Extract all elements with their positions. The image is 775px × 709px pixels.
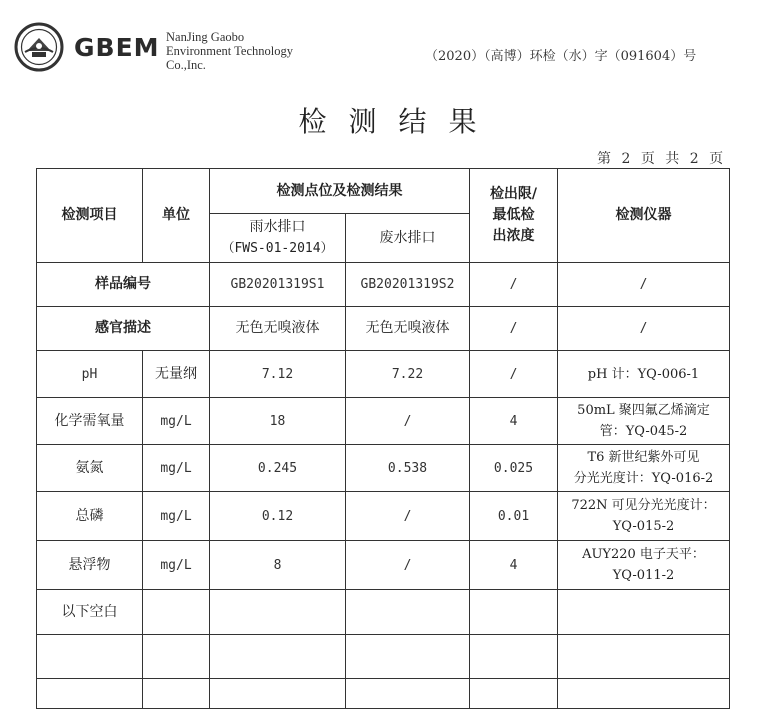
value-limit: 0.025 xyxy=(470,445,558,492)
item-name: 悬浮物 xyxy=(37,541,143,590)
empty-cell xyxy=(143,590,210,635)
empty-cell xyxy=(346,590,470,635)
empty-cell xyxy=(558,679,730,709)
header-instrument: 检测仪器 xyxy=(558,169,730,263)
value-point-1: 0.12 xyxy=(210,492,346,541)
empty-cell xyxy=(210,679,346,709)
sample-id-label: 样品编号 xyxy=(37,263,210,307)
page-info xyxy=(597,148,726,168)
empty-cell xyxy=(346,635,470,679)
header-limit xyxy=(470,169,558,263)
page-title: 检测结果 xyxy=(298,105,499,138)
instrument-line: T6 新世纪紫外可见 xyxy=(587,450,700,465)
empty-cell xyxy=(470,590,558,635)
instrument-line: 50mL 聚四氟乙烯滴定 xyxy=(577,403,710,418)
value-point-1: 18 xyxy=(210,398,346,445)
header-limit-line: 最低检 xyxy=(492,207,535,223)
company-name xyxy=(166,30,293,72)
logo-emblem-icon xyxy=(14,22,64,72)
item-unit: mg/L xyxy=(143,445,210,492)
item-name: 化学需氧量 xyxy=(37,398,143,445)
sample-instrument: / xyxy=(558,263,730,307)
item-name: 氨氮 xyxy=(37,445,143,492)
table-row xyxy=(37,263,730,307)
value-point-2: / xyxy=(346,398,470,445)
page-info-prefix: 第 xyxy=(597,151,614,167)
header-points-group: 检测点位及检测结果 xyxy=(210,169,470,214)
header-item: 检测项目 xyxy=(37,169,143,263)
instrument-cell xyxy=(558,492,730,541)
value-point-1: 8 xyxy=(210,541,346,590)
page-info-mid: 页 共 xyxy=(640,151,683,167)
value-point-2: / xyxy=(346,541,470,590)
empty-cell xyxy=(558,635,730,679)
page-total: 2 xyxy=(689,151,702,167)
header-point-1 xyxy=(210,214,346,263)
description-2: 无色无嗅液体 xyxy=(346,307,470,351)
instrument-cell xyxy=(558,445,730,492)
value-limit: 4 xyxy=(470,398,558,445)
header-limit-line: 检出限/ xyxy=(489,186,538,202)
item-unit: 无量纲 xyxy=(143,351,210,398)
value-point-1: 7.12 xyxy=(210,351,346,398)
instrument-line: YQ-011-2 xyxy=(612,568,675,583)
instrument-cell xyxy=(558,398,730,445)
instrument-line: 分光光度计：YQ-016-2 xyxy=(573,471,714,486)
company-line: Environment Technology xyxy=(166,44,293,58)
company-logo xyxy=(14,22,64,72)
empty-cell xyxy=(210,635,346,679)
empty-cell xyxy=(37,679,143,709)
instrument-line: pH 计：YQ-006-1 xyxy=(587,366,700,382)
empty-cell xyxy=(37,635,143,679)
empty-cell xyxy=(143,679,210,709)
description-limit: / xyxy=(470,307,558,351)
company-line: Co.,Inc. xyxy=(166,58,206,72)
instrument-line: 722N 可见分光光度计： xyxy=(571,498,716,513)
value-limit: / xyxy=(470,351,558,398)
table-row xyxy=(37,492,730,541)
table-row xyxy=(37,445,730,492)
table-row xyxy=(37,590,730,635)
table-row xyxy=(37,541,730,590)
item-unit: mg/L xyxy=(143,541,210,590)
value-limit: 4 xyxy=(470,541,558,590)
empty-cell xyxy=(210,590,346,635)
sample-id-1: GB20201319S1 xyxy=(210,263,346,307)
value-point-2: 7.22 xyxy=(346,351,470,398)
page-current: 2 xyxy=(621,151,634,167)
value-point-2: 0.538 xyxy=(346,445,470,492)
value-point-1: 0.245 xyxy=(210,445,346,492)
empty-cell xyxy=(346,679,470,709)
empty-cell xyxy=(470,679,558,709)
table-row xyxy=(37,307,730,351)
header-limit-line: 出浓度 xyxy=(492,228,535,244)
instrument-line: 管：YQ-045-2 xyxy=(599,424,688,439)
instrument-line: YQ-015-2 xyxy=(612,519,675,534)
empty-cell xyxy=(470,635,558,679)
value-limit: 0.01 xyxy=(470,492,558,541)
description-1: 无色无嗅液体 xyxy=(210,307,346,351)
description-label: 感官描述 xyxy=(37,307,210,351)
sample-limit: / xyxy=(470,263,558,307)
table-row xyxy=(37,679,730,709)
item-name: pH xyxy=(37,351,143,398)
table-header-row xyxy=(37,169,730,214)
item-unit: mg/L xyxy=(143,492,210,541)
results-table xyxy=(36,168,730,709)
document-number: （2020）（高博）环检（水）字（091604）号 xyxy=(425,49,697,64)
header-unit: 单位 xyxy=(143,169,210,263)
sample-id-2: GB20201319S2 xyxy=(346,263,470,307)
description-instrument: / xyxy=(558,307,730,351)
header-point-1-code: （FWS-01-2014） xyxy=(221,241,334,256)
instrument-cell xyxy=(558,351,730,398)
company-line: NanJing Gaobo xyxy=(166,30,245,44)
table-row xyxy=(37,351,730,398)
item-unit: mg/L xyxy=(143,398,210,445)
blank-marker: 以下空白 xyxy=(37,590,143,635)
instrument-line: AUY220 电子天平： xyxy=(582,547,705,562)
table-row xyxy=(37,398,730,445)
header-point-2: 废水排口 xyxy=(346,214,470,263)
item-name: 总磷 xyxy=(37,492,143,541)
logo-text: GBEM xyxy=(74,33,160,62)
empty-cell xyxy=(558,590,730,635)
table-row xyxy=(37,635,730,679)
instrument-cell xyxy=(558,541,730,590)
page-info-suffix: 页 xyxy=(709,151,727,167)
header-point-1-name: 雨水排口 xyxy=(249,219,306,235)
value-point-2: / xyxy=(346,492,470,541)
empty-cell xyxy=(143,635,210,679)
